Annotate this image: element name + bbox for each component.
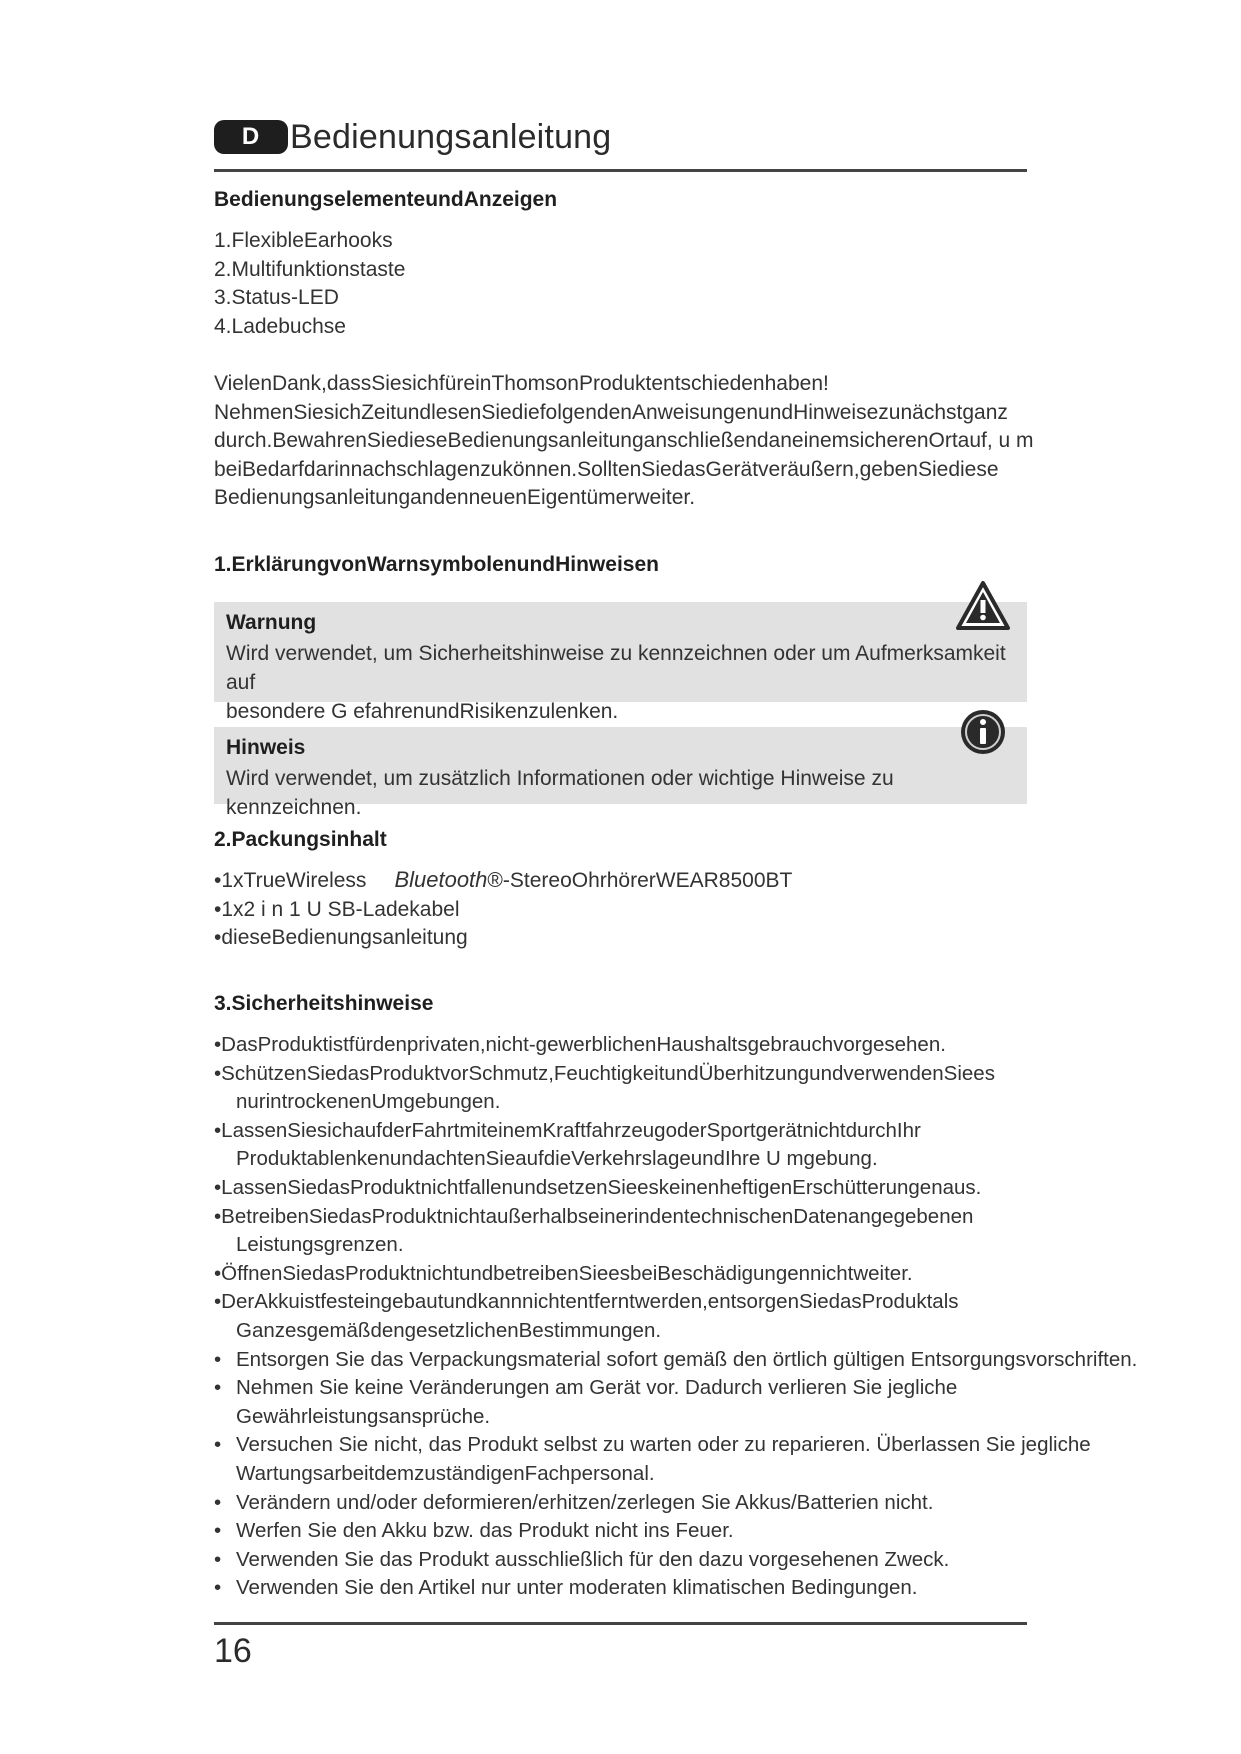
list-item-text: Verwenden Sie das Produkt ausschließlich für den dazu vorgesehenen Zweck.: [236, 1547, 950, 1571]
page-number: 16: [214, 1632, 252, 1670]
section1-heading: 1.ErklärungvonWarnsymbolenundHinweisen: [214, 553, 659, 576]
section2-heading: 2.Packungsinhalt: [214, 828, 387, 851]
bullet-dot: •: [214, 1347, 222, 1371]
list-item: [214, 1489, 1137, 1518]
warning-title: Warnung: [226, 611, 317, 634]
list-item: [214, 1517, 1137, 1546]
note-box: [214, 727, 1027, 819]
list-item: •ÖffnenSiedasProduktnichtundbetreibenSieesbeiBeschädigungennichtweiter.: [214, 1261, 913, 1285]
package-item-prefix: •1xTrueWireless: [214, 869, 367, 892]
intro-text: [214, 370, 1034, 513]
bullet-dot: •: [214, 1519, 222, 1543]
list-item: 4.Ladebuchse: [214, 314, 346, 338]
list-item: 2.Multifunktionstaste: [214, 257, 406, 281]
list-item-text: Verwenden Sie den Artikel nur unter moderaten klimatischen Bedingungen.: [236, 1576, 918, 1600]
intro-line: beiBedarfdarinnachschlagenzukönnen.SolltenSiedasGerätveräußern,gebenSiediese: [214, 457, 999, 481]
list-item: •dieseBedienungsanleitung: [214, 926, 468, 949]
list-item: •DasProduktistfürdenprivaten,nicht-gewerblichenHaushaltsgebrauchvorgesehen.: [214, 1033, 946, 1056]
intro-line: BedienungsanleitungandenneuenEigentümerweiter.: [214, 486, 696, 509]
bullet-dot: •: [214, 1376, 222, 1400]
list-item: [214, 866, 792, 896]
note-line: Wird verwendet, um zusätzlich Informationen oder wichtige Hinweise zu kennzeichnen.: [226, 767, 894, 819]
warning-box: [214, 602, 1027, 723]
controls-heading: BedienungselementeundAnzeigen: [214, 188, 558, 211]
document-title: Bedienungsanleitung: [290, 117, 612, 156]
list-item: •BetreibenSiedasProduktnichtaußerhalbseinerindentechnischenDatenangegebenen: [214, 1204, 974, 1228]
controls-list: [214, 227, 405, 341]
list-item-continuation: Leistungsgrenzen.: [236, 1233, 404, 1257]
list-item: •LassenSiesichaufderFahrtmiteinemKraftfahrzeugoderSportgerätnichtdurchIhr: [214, 1118, 921, 1142]
warning-line: besondere G efahrenundRisikenzulenken.: [226, 700, 619, 723]
info-icon: [958, 707, 1008, 757]
list-item-continuation: Gewährleistungsansprüche.: [236, 1404, 491, 1428]
intro-line: durch.BewahrenSiedieseBedienungsanleitunganschließendaneinemsicherenOrtauf, u m: [214, 429, 1034, 452]
list-item: 1.FlexibleEarhooks: [214, 229, 393, 252]
list-item-text: Nehmen Sie keine Veränderungen am Gerät vor. Dadurch verlieren Sie jegliche: [236, 1376, 958, 1400]
list-item: •LassenSiedasProduktnichtfallenundsetzenSieeskeinenheftigenErschütterungenaus.: [214, 1175, 982, 1199]
warning-text: [226, 639, 1015, 726]
list-item-text: Verändern und/oder deformieren/erhitzen/zerlegen Sie Akkus/Batterien nicht.: [236, 1490, 934, 1514]
intro-line: NehmenSiesichZeitundlesenSiediefolgendenAnweisungenundHinweisezunächstganz: [214, 400, 1008, 424]
note-text: [226, 764, 1015, 822]
safety-list: [214, 1031, 1137, 1603]
bullet-dot: •: [214, 1576, 222, 1600]
bluetooth-brand: Bluetooth: [394, 867, 488, 892]
bullet-dot: •: [214, 1433, 222, 1457]
warning-triangle-icon: [955, 580, 1011, 632]
warning-line: Wird verwendet, um Sicherheitshinweise zu kennzeichnen oder um Aufmerksamkeit auf: [226, 642, 1006, 694]
note-title: Hinweis: [226, 736, 306, 759]
section3-heading: 3.Sicherheitshinweise: [214, 992, 434, 1015]
list-item: [214, 1574, 1137, 1603]
list-item-text: Entsorgen Sie das Verpackungsmaterial sofort gemäß den örtlich gültigen Entsorgungsvorschriften.: [236, 1347, 1138, 1371]
package-item-suffix: ®-StereoOhrhörerWEAR8500BT: [487, 869, 793, 892]
list-item: 3.Status-LED: [214, 286, 339, 309]
list-item-continuation: GanzesgemäßdengesetzlichenBestimmungen.: [236, 1318, 662, 1342]
list-item-continuation: ProduktablenkenundachtenSieaufdieVerkehrslageundIhre U mgebung.: [236, 1147, 878, 1171]
list-item-text: Werfen Sie den Akku bzw. das Produkt nicht ins Feuer.: [236, 1519, 734, 1543]
bullet-dot: •: [214, 1490, 222, 1514]
list-item-continuation: WartungsarbeitdemzuständigenFachpersonal.: [236, 1461, 655, 1485]
page-header: [214, 117, 611, 157]
list-item: •DerAkkuistfesteingebautundkannnichtentferntwerden,entsorgenSiedasProduktals: [214, 1290, 959, 1314]
list-item: [214, 1374, 1137, 1403]
list-item: •1x2 i n 1 U SB-Ladekabel: [214, 897, 460, 921]
intro-line: VielenDank,dassSiesichfüreinThomsonProduktentschiedenhaben!: [214, 372, 829, 395]
package-contents: [214, 866, 792, 953]
header-divider: [214, 169, 1027, 172]
footer-divider: [214, 1622, 1027, 1625]
bullet-dot: •: [214, 1547, 222, 1571]
list-item: [214, 1546, 1137, 1575]
list-item: •SchützenSiedasProduktvorSchmutz,FeuchtigkeitundÜberhitzungundverwendenSiees: [214, 1061, 995, 1085]
list-item: [214, 1346, 1137, 1375]
list-item-text: Versuchen Sie nicht, das Produkt selbst zu warten oder zu reparieren. Überlassen Sie jegliche: [236, 1433, 1091, 1457]
language-badge: D: [214, 120, 288, 154]
list-item-continuation: nurintrockenenUmgebungen.: [236, 1090, 501, 1114]
list-item: [214, 1431, 1137, 1460]
